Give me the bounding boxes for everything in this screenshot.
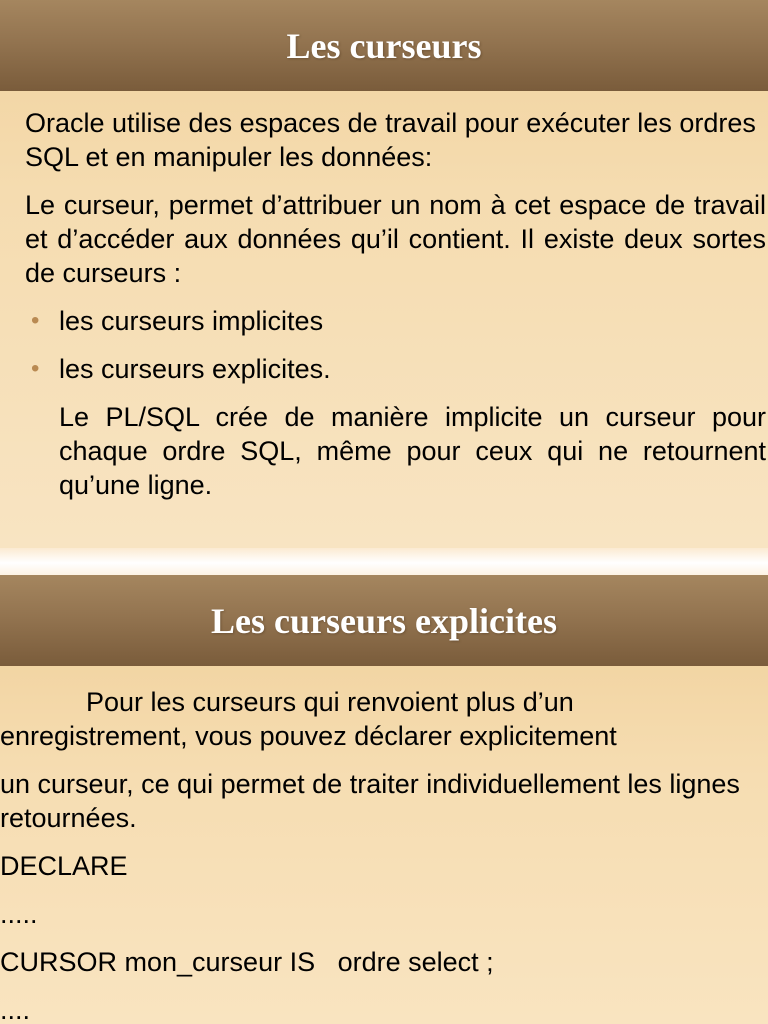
code-line: DECLARE <box>0 851 128 881</box>
code-line: ..... <box>0 899 38 929</box>
list-item <box>25 352 766 386</box>
slide-title: Les curseurs <box>286 25 482 66</box>
list-item-text: les curseurs implicites <box>59 306 324 336</box>
list-item <box>25 304 766 338</box>
slide-content <box>25 106 766 516</box>
title-bar <box>0 575 768 666</box>
list-item-text: les curseurs explicites. <box>59 354 331 384</box>
slide-les-curseurs-explicites <box>0 575 768 1024</box>
slide-separator <box>0 548 768 575</box>
code-line: .... <box>0 995 31 1024</box>
bullet-icon: • <box>31 307 40 334</box>
paragraph-explicit-intro <box>0 685 766 753</box>
paragraph-explicit-purpose: un curseur, ce qui permet de traiter individuellement les lignes retournées. <box>0 769 740 833</box>
paragraph-text: Pour les curseurs qui renvoient plus d’un enregistrement, vous pouvez déclarer explicitement <box>0 687 617 751</box>
code-line: CURSOR mon_curseur IS ordre select ; <box>0 947 494 977</box>
slide-title: Les curseurs explicites <box>211 600 557 641</box>
cursor-types-list <box>25 304 766 386</box>
title-bar <box>0 0 768 91</box>
paragraph-implicit-cursor-note: Le PL/SQL crée de manière implicite un curseur pour chaque ordre SQL, même pour ceux qui ne retournent qu’une ligne. <box>59 402 766 500</box>
paragraph-cursor-definition: Le curseur, permet d’attribuer un nom à cet espace de travail et d’accéder aux données qu’il contient. Il existe deux sortes de curseurs : <box>25 190 766 288</box>
bullet-icon: • <box>31 355 40 382</box>
paragraph-oracle-workspaces: Oracle utilise des espaces de travail pour exécuter les ordres SQL et en manipuler les données: <box>25 108 756 172</box>
slide-content <box>0 685 766 1024</box>
